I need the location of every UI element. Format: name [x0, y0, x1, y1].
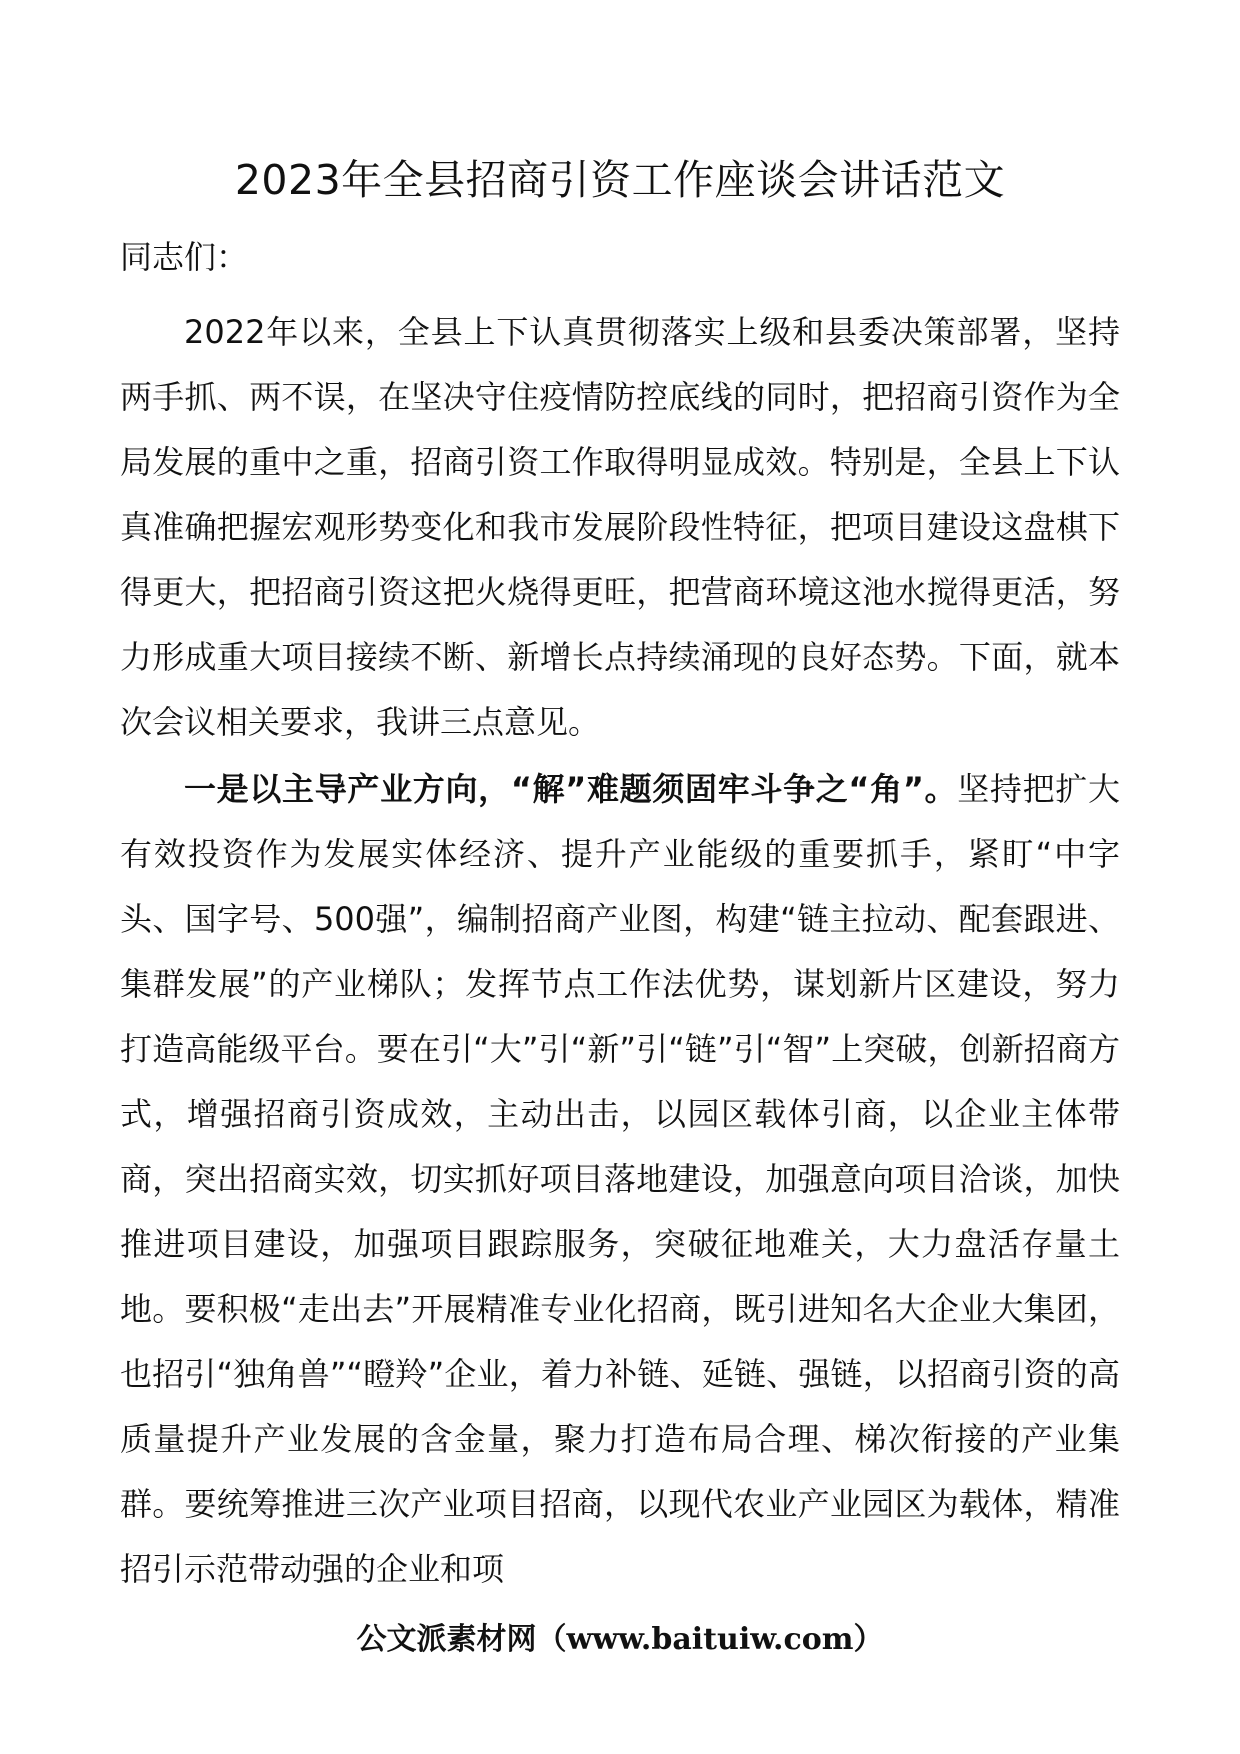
- paragraph-lead-heading: 一是以主导产业方向，“解”难题须固牢斗争之“角”。: [184, 770, 958, 808]
- paragraph-intro: 2022年以来，全县上下认真贯彻落实上级和县委决策部署，坚持两手抓、两不误，在坚决守住疫情防控底线的同时，把招商引资作为全局发展的重中之重，招商引资工作取得明显成效。特别是，全县上下认真准确把握宏观形势变化和我市发展阶段性特征，把项目建设这盘棋下得更大，把招商引资这把火烧得更旺，把营商环境这池水搅得更活，努力形成重大项目接续不断、新增长点持续涌现的良好态势。下面，就本次会议相关要求，我讲三点意见。: [120, 313, 1120, 741]
- salutation: 同志们：: [120, 238, 249, 276]
- paragraph-body-text: 坚持把扩大有效投资作为发展实体经济、提升产业能级的重要抓手，紧盯“中字头、国字号、500强”，编制招商产业图，构建“链主拉动、配套跟进、集群发展”的产业梯队；发挥节点工作法优势，谋划新片区建设，努力打造高能级平台。要在引“大”引“新”引“链”引“智”上突破，创新招商方式，增强招商引资成效，主动出击，以园区载体引商，以企业主体带商，突出招商实效，切实抓好项目落地建设，加强意向项目洽谈，加快推进项目建设，加强项目跟踪服务，突破征地难关，大力盘活存量土地。要积极“走出去”开展精准专业化招商，既引进知名大企业大集团，也招引“独角兽”“瞪羚”企业，着力补链、延链、强链，以招商引资的高质量提升产业发展的含金量，聚力打造布局合理、梯次衔接的产业集群。要统筹推进三次产业项目招商，以现代农业产业园区为载体，精准招引示范带动强的企业和项: [120, 770, 1120, 1588]
- paragraph-point-one: [120, 757, 1120, 1602]
- document-title: 2023年全县招商引资工作座谈会讲话范文: [234, 156, 1006, 204]
- footer-watermark: 公文派素材网（www.baituiw.com）: [356, 1622, 884, 1657]
- document-body: [120, 300, 1120, 1602]
